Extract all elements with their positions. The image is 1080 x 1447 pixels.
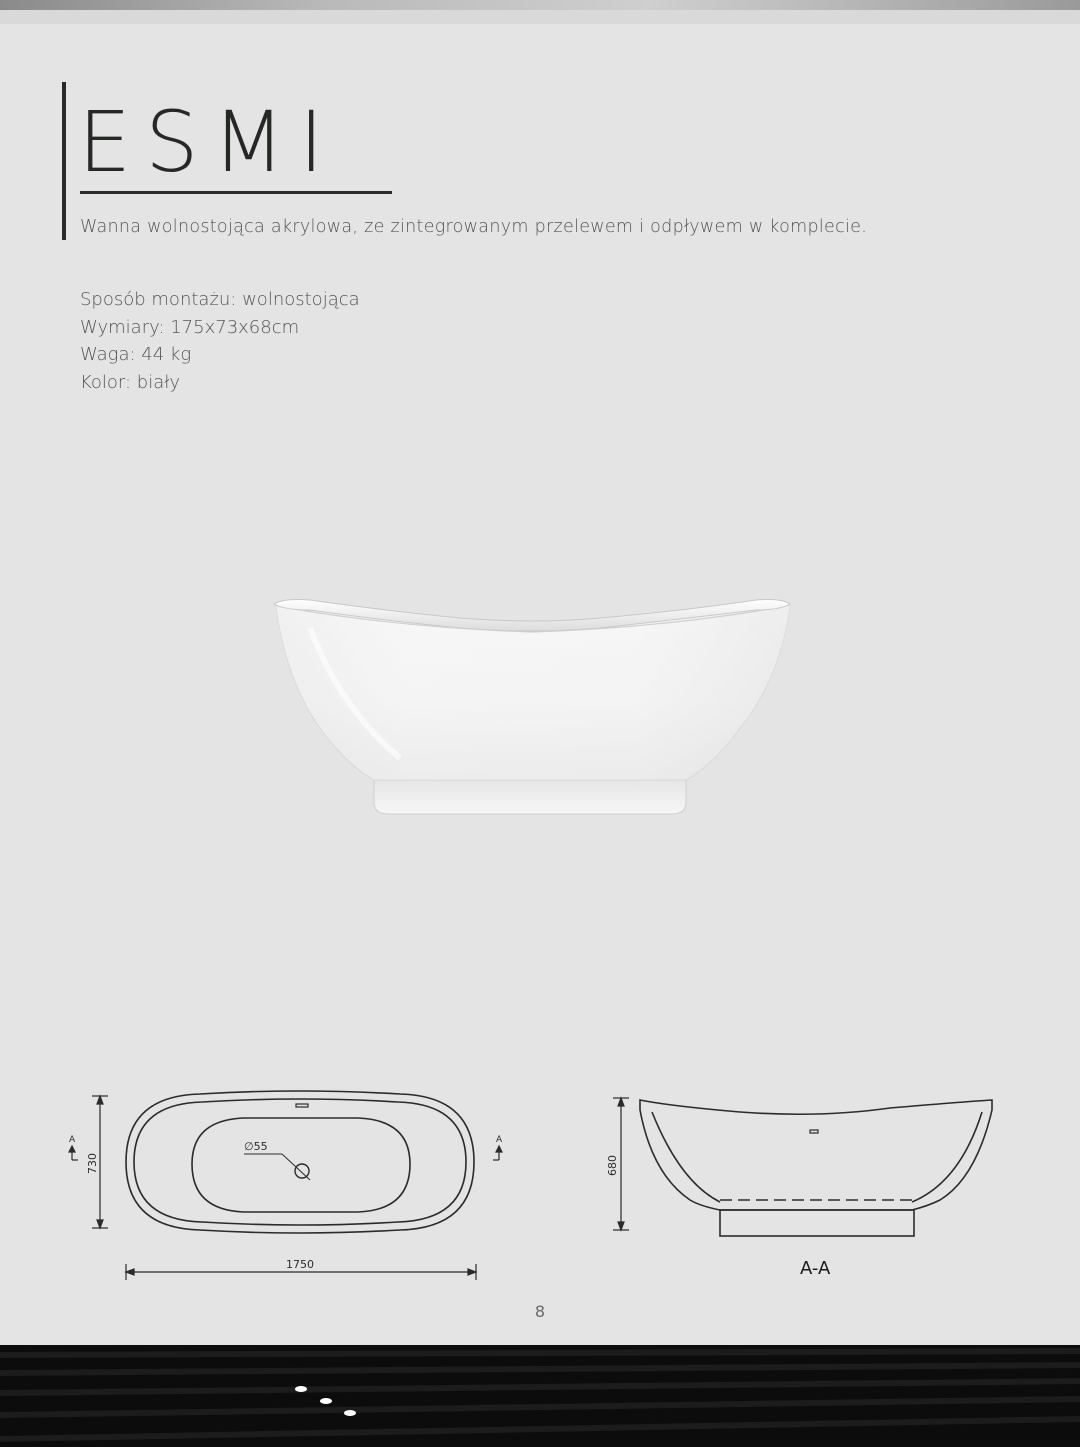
page-top-border: [0, 10, 1080, 24]
product-title: ESMI: [78, 93, 338, 191]
width-label: 730: [86, 1153, 99, 1174]
spec-dimensions: Wymiary: 175x73x68cm: [80, 316, 300, 338]
product-specs: [80, 286, 360, 396]
ceiling-lights-graphic: [0, 1345, 1080, 1447]
top-photo-strip: [0, 0, 1080, 10]
section-title: A-A: [800, 1258, 831, 1279]
section-marker-left: A: [69, 1135, 76, 1145]
spec-mounting: Sposób montażu: wolnostojąca: [80, 289, 360, 310]
title-accent-bar: [62, 82, 66, 240]
length-label: 1750: [286, 1258, 314, 1271]
height-label: 680: [606, 1155, 619, 1176]
bathtub-photo: [270, 588, 794, 820]
side-section-view: [640, 1100, 992, 1236]
spec-weight: Waga: 44 kg: [80, 344, 192, 365]
footer-photo-strip: [0, 1345, 1080, 1447]
technical-drawing: [60, 1082, 1020, 1292]
product-description: Wanna wolnostojąca akrylowa, ze zintegrowanym przelewem i odpływem w komplecie.: [80, 217, 868, 237]
page-number: 8: [534, 1302, 546, 1321]
drain-diameter-label: ∅55: [244, 1140, 268, 1153]
catalog-page: [0, 10, 1080, 1345]
top-view: [126, 1091, 474, 1233]
spec-color: Kolor: biały: [80, 371, 181, 393]
section-marker-right: A: [496, 1135, 503, 1145]
section-arrow-right: [493, 1146, 502, 1160]
title-underline: [80, 191, 392, 194]
section-arrow-left: [69, 1146, 78, 1160]
